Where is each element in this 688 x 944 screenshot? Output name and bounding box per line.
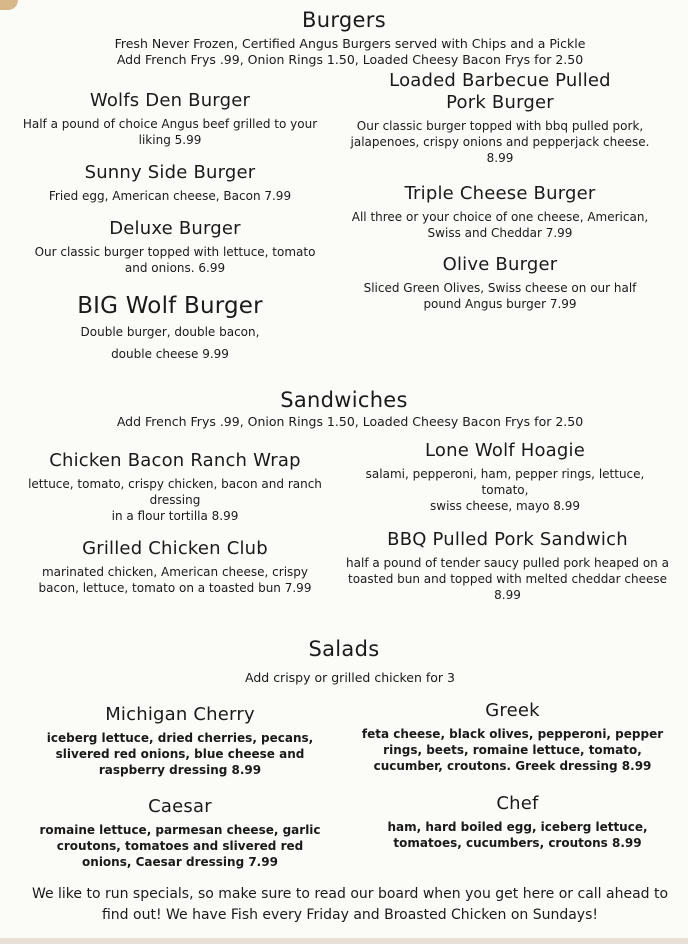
menu-item-olive-burger [345,254,655,312]
sandwiches-note: Add French Frys .99, Onion Rings 1.50, Loaded Cheesy Bacon Frys for 2.50 [116,414,584,429]
item-description: lettuce, tomato, crispy chicken, bacon and ranch dressing [28,477,322,507]
salads-note: Add crispy or grilled chicken for 3 [245,670,455,685]
menu-item-caesar [30,796,330,870]
menu-item-greek [355,700,670,774]
menu-item-lone-wolf-hoagie [350,440,660,514]
item-name: Chicken Bacon Ranch Wrap [49,450,301,471]
item-description: ham, hard boiled egg, iceberg lettuce, tomatoes, cucumbers, croutons 8.99 [387,820,648,850]
item-name: Lone Wolf Hoagie [424,440,586,461]
item-name: Chef [496,793,539,814]
burgers-note-2: Add French Frys .99, Onion Rings 1.50, Loaded Cheesy Bacon Frys for 2.50 [116,52,584,67]
menu-item-loaded-bbq-pulled-pork-burger [340,70,660,166]
item-description-line-2: double cheese 9.99 [111,347,229,361]
menu-item-triple-cheese-burger [340,183,660,241]
item-description: marinated chicken, American cheese, crispy bacon, lettuce, tomato on a toasted bun 7.99 [38,565,312,595]
item-name: Olive Burger [442,254,558,275]
item-name: Grilled Chicken Club [82,538,268,559]
item-description: Our classic burger topped with bbq pulled pork, jalapenoes, crispy onions and pepperjack cheese. 8.99 [350,119,650,165]
sandwiches-heading: Sandwiches [280,388,408,412]
burgers-heading: Burgers [302,8,386,32]
item-name: Loaded Barbecue Pulled Pork Burger [389,70,611,113]
menu-item-chicken-bacon-ranch-wrap [20,450,330,524]
menu-item-michigan-cherry [30,704,330,778]
item-name: Michigan Cherry [105,704,255,725]
item-description: Fried egg, American cheese, Bacon 7.99 [48,189,292,203]
item-description-line-2: swiss cheese, mayo 8.99 [430,499,580,513]
item-name: BBQ Pulled Pork Sandwich [387,529,628,550]
item-name: Sunny Side Burger [84,162,256,183]
item-description: iceberg lettuce, dried cherries, pecans, slivered red onions, blue cheese and raspberry dressing 8.99 [46,731,314,777]
item-description: Half a pound of choice Angus beef grilled to your liking 5.99 [22,117,318,147]
menu-item-bbq-pulled-pork-sandwich [345,529,670,603]
item-name: Caesar [148,796,212,817]
menu-item-big-wolf-burger [40,292,300,362]
burgers-note-1: Fresh Never Frozen, Certified Angus Burgers served with Chips and a Pickle [114,36,586,51]
menu-item-deluxe-burger [30,218,320,276]
item-description-line-2: in a flour tortilla 8.99 [111,509,239,523]
item-name: BIG Wolf Burger [77,293,263,319]
item-name: Deluxe Burger [109,218,241,239]
menu-item-grilled-chicken-club [30,538,320,596]
page-bottom-edge [0,938,688,944]
item-description: Our classic burger topped with lettuce, tomato and onions. 6.99 [34,245,316,275]
menu-item-wolfs-den-burger [20,90,320,148]
item-name: Wolfs Den Burger [89,90,251,111]
item-description: romaine lettuce, parmesan cheese, garlic croutons, tomatoes and slivered red onions, Caesar dressing 7.99 [39,823,321,869]
item-description: salami, pepperoni, ham, pepper rings, lettuce, tomato, [365,467,645,497]
item-description-line-1: Double burger, double bacon, [80,325,260,339]
item-name: Greek [485,700,540,721]
item-description: feta cheese, black olives, pepperoni, pepper rings, beets, romaine lettuce, tomato, cucumber, croutons. Greek dressing 8.99 [361,727,664,773]
item-name: Triple Cheese Burger [404,183,596,204]
item-description: Sliced Green Olives, Swiss cheese on our half pound Angus burger 7.99 [363,281,637,311]
menu-item-sunny-side-burger [20,162,320,204]
item-description: half a pound of tender saucy pulled pork heaped on a toasted bun and topped with melted cheddar cheese 8.99 [346,556,669,602]
specials-footer-note: We like to run specials, so make sure to read our board when you get here or call ahead to find out! We have Fish every Friday and Broasted Chicken on Sundays! [31,886,669,923]
salads-heading: Salads [308,637,380,661]
menu-item-chef [355,793,680,851]
item-description: All three or your choice of one cheese, American, Swiss and Cheddar 7.99 [351,210,649,240]
